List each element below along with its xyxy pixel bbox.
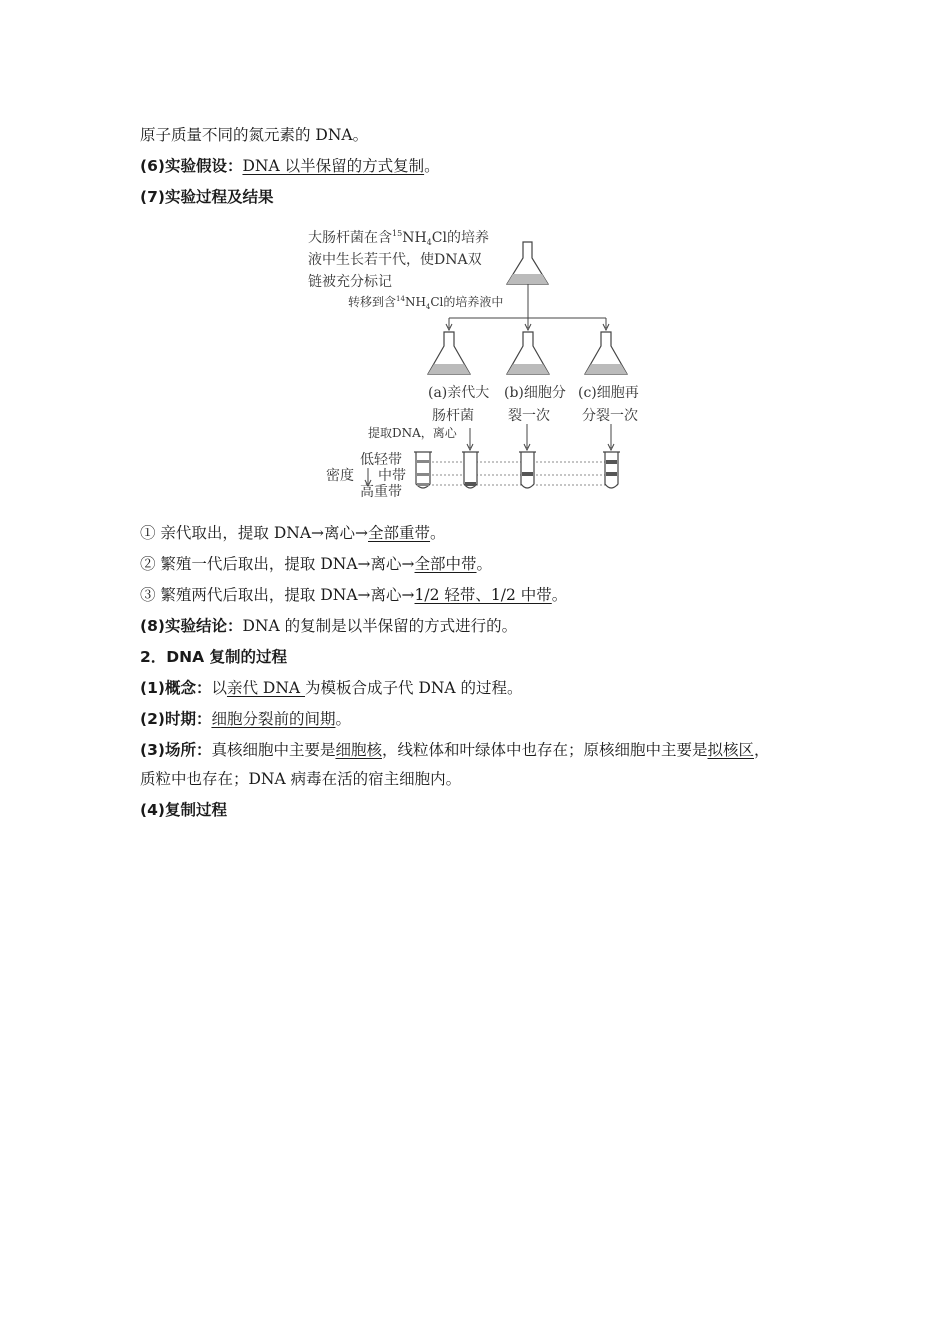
- section-heading-2: 2．DNA 复制的过程: [140, 648, 288, 666]
- flask-b-icon: [507, 332, 549, 374]
- figure-top-text-3: 链被充分标记: [308, 274, 392, 290]
- flask-c-icon: [585, 332, 627, 374]
- extract-text: 提取DNA，离心: [368, 426, 457, 440]
- result-3-answer: 1/2 轻带、1/2 中带: [414, 586, 552, 604]
- text-line-hypothesis: (6)实验假设：DNA 以半保留的方式复制。: [140, 157, 440, 175]
- label-c-1: (c)细胞再: [578, 385, 639, 401]
- band-heavy-label: 高重带: [360, 484, 402, 500]
- text-line-replication-process: (4)复制过程: [140, 801, 227, 819]
- text-line-concept: (1)概念：以亲代 DNA 为模板合成子代 DNA 的过程。: [140, 679, 523, 697]
- density-label: 密度: [326, 468, 354, 484]
- period-answer: 细胞分裂前的间期: [211, 710, 336, 728]
- parent-flask-icon: [507, 242, 548, 284]
- label-b-1: (b)细胞分: [504, 385, 566, 401]
- text-line-period: (2)时期：细胞分裂前的间期。: [140, 710, 351, 728]
- text-line-location-cont: 质粒中也存在；DNA 病毒在活的宿主细胞内。: [140, 770, 462, 788]
- label-c-2: 分裂一次: [582, 408, 638, 424]
- flask-a-icon: [428, 332, 470, 374]
- result-2-answer: 全部中带: [414, 555, 477, 573]
- text-line-0: 原子质量不同的氮元素的 DNA。: [140, 126, 369, 144]
- label-a-2: 肠杆菌: [432, 408, 474, 424]
- label-b-2: 裂一次: [508, 408, 550, 424]
- experiment-diagram: [308, 222, 660, 502]
- text-line-conclusion: (8)实验结论：DNA 的复制是以半保留的方式进行的。: [140, 617, 518, 635]
- result-line-1: ① 亲代取出，提取 DNA→离心→全部重带。: [140, 524, 446, 542]
- result-1-answer: 全部重带: [368, 524, 431, 542]
- location-answer-1: 细胞核: [335, 741, 382, 759]
- hypothesis-answer: DNA 以半保留的方式复制: [242, 157, 425, 175]
- text-line-location: (3)场所：真核细胞中主要是细胞核，线粒体和叶绿体中也存在；原核细胞中主要是拟核区，: [140, 741, 770, 759]
- tube-a-icon: [462, 452, 479, 488]
- reference-tube-icon: [414, 452, 432, 488]
- tube-b-icon: [519, 452, 536, 488]
- text-line-process-heading: (7)实验过程及结果: [140, 188, 274, 206]
- label-a-1: (a)亲代大: [428, 385, 490, 401]
- concept-answer: 亲代 DNA: [226, 679, 306, 697]
- band-light-label: 低轻带: [360, 452, 402, 468]
- result-line-3: ③ 繁殖两代后取出，提取 DNA→离心→1/2 轻带、1/2 中带。: [140, 586, 568, 604]
- result-line-2: ② 繁殖一代后取出，提取 DNA→离心→全部中带。: [140, 555, 493, 573]
- band-mid-label: 中带: [378, 468, 406, 484]
- figure-top-text-2: 液中生长若干代，使DNA双: [308, 252, 482, 268]
- figure-top-text-1: 大肠杆菌在含$^{15}NH_4Cl$的培养: [308, 229, 489, 247]
- tube-c-icon: [603, 452, 620, 488]
- location-answer-2: 拟核区: [707, 741, 755, 759]
- transfer-text: 转移到含$^{14}NH_4Cl$的培养液中: [348, 295, 504, 311]
